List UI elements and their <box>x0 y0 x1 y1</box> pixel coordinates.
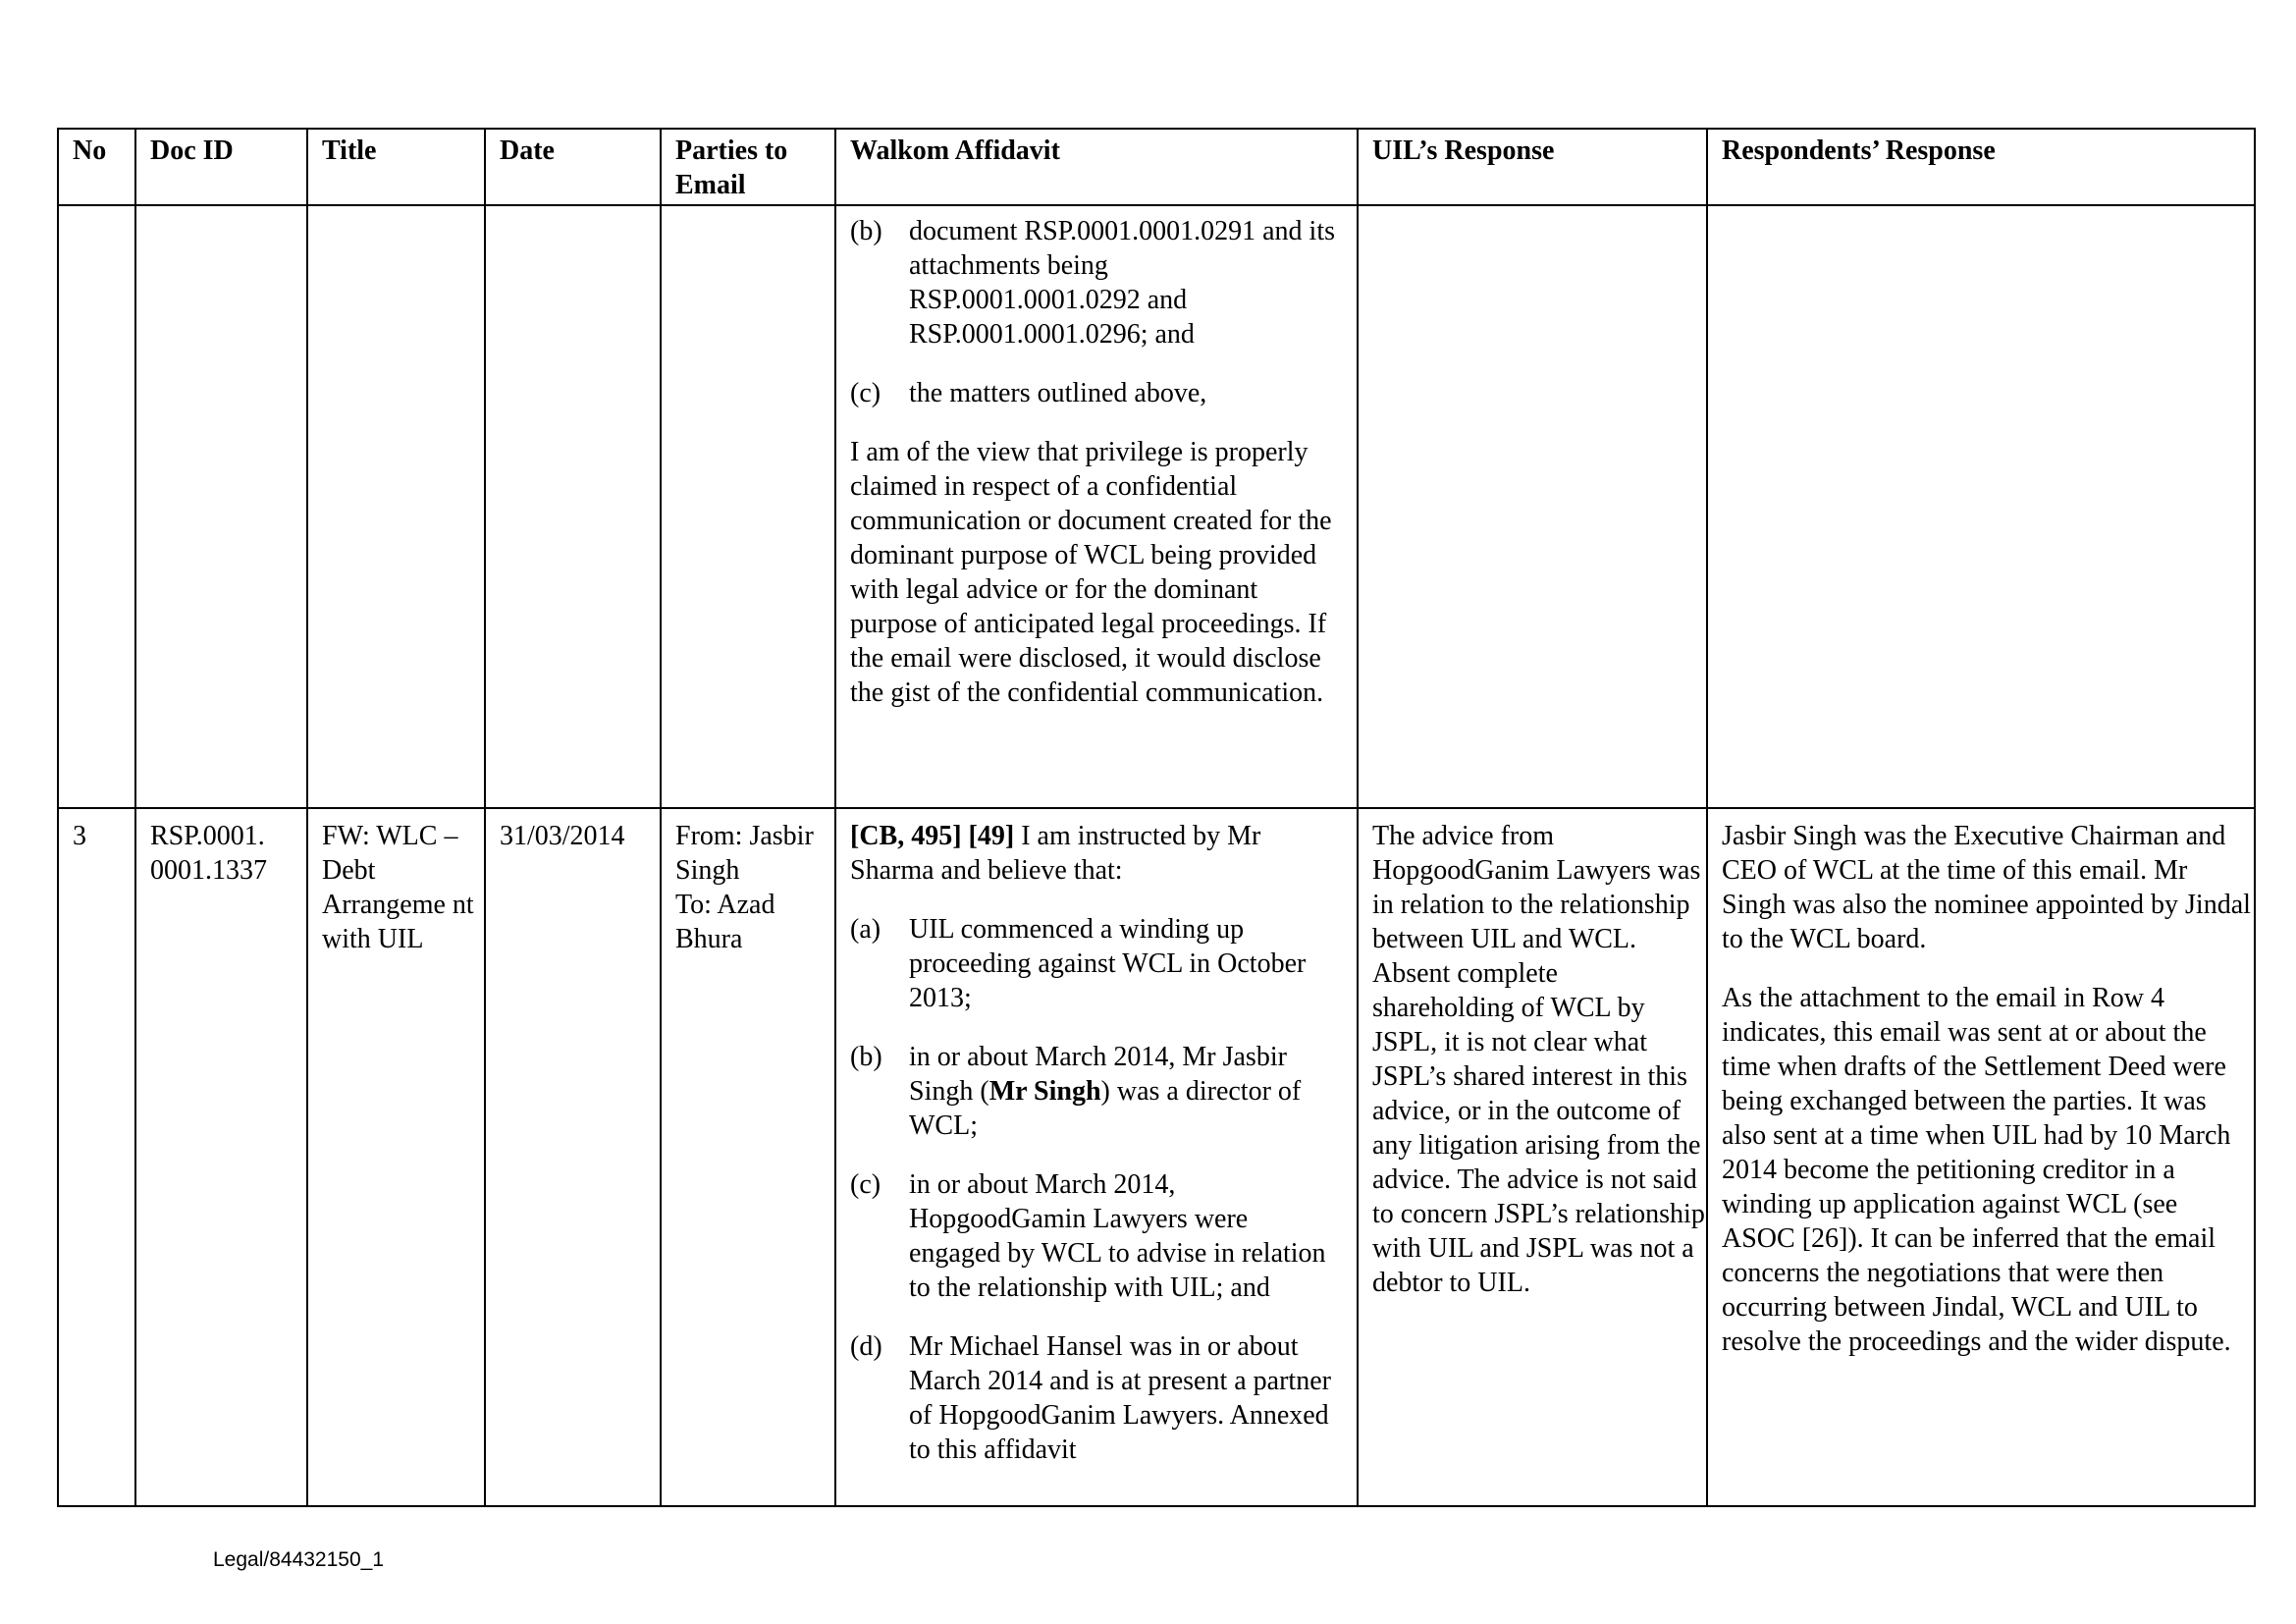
doc-title: FW: WLC – Debt Arrangeme nt with UIL <box>307 808 485 1506</box>
walkom-item-text: Mr Michael Hansel was in or about March 2014 and is at present a partner of HopgoodGanim Lawyers. Annexed to this affidavit <box>909 1331 1331 1465</box>
walkom-item-label: (c) <box>850 378 881 408</box>
cell-respondents-response <box>1707 205 2255 808</box>
email-parties <box>661 808 835 1506</box>
walkom-item-text: the matters outlined above, <box>909 378 1207 408</box>
cell-walkom <box>835 205 1358 808</box>
respondents-response-p1: Jasbir Singh was the Executive Chairman and CEO of WCL at the time of this email. Mr Singh was also the nominee appointed by Jindal to the WCL board. <box>1722 821 2251 954</box>
header-doc-id: Doc ID <box>135 129 307 205</box>
walkom-item-label: (b) <box>850 1042 882 1072</box>
table-row-continued <box>58 205 2255 808</box>
walkom-reference: [CB, 495] [49] <box>850 821 1015 851</box>
uil-response-text: The advice from HopgoodGanim Lawyers was in relation to the relationship between UIL and WCL. Absent complete shareholding of WCL by JSPL, it is not clear what JSPL’s shared interest in this advice, or in the outcome of any litigation arising from the advice. The advice is not said to concern JSPL’s relationship with UIL and JSPL was not a debtor to UIL. <box>1372 821 1705 1298</box>
respondents-response-p2: As the attachment to the email in Row 4 indicates, this email was sent at or about the time when drafts of the Settlement Deed were being exchanged between the parties. It was also sent at a time when UIL had by 10 March 2014 become the petitioning creditor in a winding up application against WCL (see ASOC [26]). It can be inferred that the email concerns the negotiations that were then occurring between Jindal, WCL and UIL to resolve the proceedings and the wider dispute. <box>1722 983 2231 1357</box>
header-date: Date <box>485 129 661 205</box>
walkom-intro-text: I am instructed by Mr Sharma and believe that: <box>850 821 1261 886</box>
cell-parties <box>661 205 835 808</box>
defined-term-mr-singh: Mr Singh <box>988 1076 1101 1107</box>
walkom-conclusion: I am of the view that privilege is properly claimed in respect of a confidential communication or document created for the dominant purpose of WCL being provided with legal advice or for the dominant purpose of anticipated legal proceedings. If the email were disclosed, it would disclose the gist of the confidential communication. <box>850 437 1332 708</box>
walkom-item-label: (b) <box>850 216 882 246</box>
doc-id: RSP.0001. 0001.1337 <box>135 808 307 1506</box>
walkom-intro <box>850 819 1345 888</box>
header-walkom: Walkom Affidavit <box>835 129 1358 205</box>
doc-date: 31/03/2014 <box>485 808 661 1506</box>
cell-no <box>58 205 135 808</box>
walkom-item-b-post: ) was a director of WCL; <box>909 1076 1302 1141</box>
walkom-affidavit <box>835 808 1358 1506</box>
walkom-item-label: (c) <box>850 1169 881 1200</box>
walkom-item-b-pre: in or about March 2014, Mr Jasbir Singh ( <box>909 1042 1287 1107</box>
header-parties: Parties to Email <box>661 129 835 205</box>
walkom-item-a <box>850 912 1345 1015</box>
header-row <box>58 129 2255 205</box>
email-from: From: Jasbir Singh <box>675 821 814 886</box>
email-to: To: Azad Bhura <box>675 890 775 954</box>
footer-reference: Legal/84432150_1 <box>213 1548 385 1571</box>
walkom-item-text <box>909 1040 1345 1143</box>
table-row-3 <box>58 808 2255 1506</box>
walkom-item-text: in or about March 2014, HopgoodGamin Lawyers were engaged by WCL to advise in relation to the relationship with UIL; and <box>909 1169 1326 1303</box>
header-no: No <box>58 129 135 205</box>
walkom-item-text: document RSP.0001.0001.0291 and its attachments being RSP.0001.0001.0292 and RSP.0001.0001.0296; and <box>909 216 1336 350</box>
walkom-item-b <box>850 1040 1345 1143</box>
cell-uil-response <box>1358 205 1707 808</box>
cell-doc-id <box>135 205 307 808</box>
header-uil-response: UIL’s Response <box>1358 129 1707 205</box>
walkom-item-text: UIL commenced a winding up proceeding against WCL in October 2013; <box>909 914 1307 1013</box>
uil-response <box>1358 808 1707 1506</box>
walkom-item-label: (a) <box>850 914 881 945</box>
cell-date <box>485 205 661 808</box>
cell-title <box>307 205 485 808</box>
walkom-item-label: (d) <box>850 1331 882 1362</box>
document-table <box>57 128 2256 1507</box>
walkom-item-c <box>850 376 1345 410</box>
walkom-item-d <box>850 1329 1345 1467</box>
walkom-item-c <box>850 1167 1345 1305</box>
header-title: Title <box>307 129 485 205</box>
walkom-item-b <box>850 214 1345 352</box>
header-respondents-response: Respondents’ Response <box>1707 129 2255 205</box>
row-number: 3 <box>58 808 135 1506</box>
respondents-response <box>1707 808 2255 1506</box>
